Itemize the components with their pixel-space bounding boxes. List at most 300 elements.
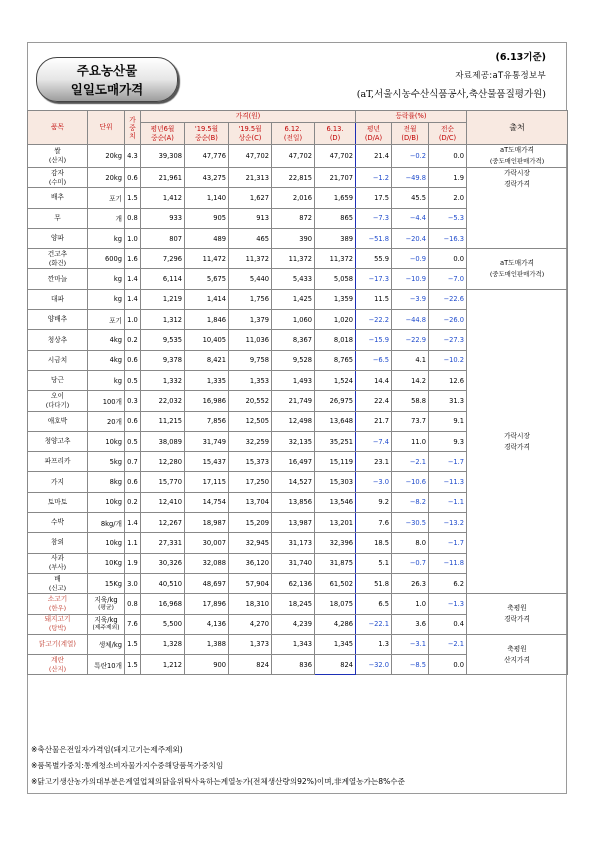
unit-cell: kg bbox=[88, 269, 125, 289]
table-row bbox=[28, 289, 568, 309]
weight-cell: 0.6 bbox=[125, 350, 141, 370]
price-today-cell: 13,201 bbox=[315, 513, 356, 533]
item-name: 토마토 bbox=[47, 497, 68, 506]
outlet-cell bbox=[467, 289, 568, 593]
weight-cell: 0.3 bbox=[125, 391, 141, 411]
weight-cell: 0.8 bbox=[125, 208, 141, 228]
price-cell: 807 bbox=[141, 228, 185, 248]
change-rate-cell: −11.8 bbox=[429, 553, 467, 573]
price-today-cell: 13,648 bbox=[315, 411, 356, 431]
weight-cell: 1.4 bbox=[125, 289, 141, 309]
item-cell bbox=[28, 614, 88, 634]
price-cell: 47,702 bbox=[272, 145, 315, 168]
price-cell: 2,016 bbox=[272, 188, 315, 208]
change-rate-cell: 0.0 bbox=[429, 145, 467, 168]
price-cell: 11,472 bbox=[185, 249, 229, 269]
unit-cell: 20kg bbox=[88, 145, 125, 168]
change-rate-cell: −10.6 bbox=[392, 472, 429, 492]
outlet-line-1: 축평원 bbox=[507, 604, 527, 613]
unit-cell: 600g bbox=[88, 249, 125, 269]
change-rate-cell: −16.3 bbox=[429, 228, 467, 248]
change-rate-cell: 58.8 bbox=[392, 391, 429, 411]
header-col-line-2: (D/A) bbox=[364, 133, 383, 142]
price-today-cell: 11,372 bbox=[315, 249, 356, 269]
header-col-line-1: 6.13. bbox=[326, 124, 344, 133]
table-row bbox=[28, 594, 568, 614]
price-cell: 32,259 bbox=[229, 431, 272, 451]
change-rate-cell: 51.8 bbox=[356, 573, 392, 593]
price-today-cell: 1,020 bbox=[315, 310, 356, 330]
change-rate-cell: −22.1 bbox=[356, 614, 392, 634]
price-cell: 9,535 bbox=[141, 330, 185, 350]
price-today-cell: 5,058 bbox=[315, 269, 356, 289]
price-cell: 14,754 bbox=[185, 492, 229, 512]
item-name: 수박 bbox=[51, 518, 64, 527]
item-subname: (수미) bbox=[48, 177, 67, 186]
change-rate-cell: −22.2 bbox=[356, 310, 392, 330]
price-cell: 390 bbox=[272, 228, 315, 248]
price-cell: 12,498 bbox=[272, 411, 315, 431]
price-today-cell: 32,396 bbox=[315, 533, 356, 553]
price-cell: 10,405 bbox=[185, 330, 229, 350]
item-cell bbox=[28, 208, 88, 228]
header-col-line-1: '19.5월 bbox=[238, 124, 262, 133]
change-rate-cell: 45.5 bbox=[392, 188, 429, 208]
change-rate-cell: 22.4 bbox=[356, 391, 392, 411]
change-rate-cell: 11.0 bbox=[392, 431, 429, 451]
footnotes bbox=[31, 742, 405, 790]
price-cell: 15,373 bbox=[229, 452, 272, 472]
price-cell: 36,120 bbox=[229, 553, 272, 573]
header-col bbox=[356, 123, 392, 145]
item-name: 깐마늘 bbox=[47, 274, 68, 283]
item-cell bbox=[28, 145, 88, 168]
weight-cell: 0.2 bbox=[125, 492, 141, 512]
price-today-cell: 1,359 bbox=[315, 289, 356, 309]
price-cell: 18,310 bbox=[229, 594, 272, 614]
weight-cell: 1.5 bbox=[125, 188, 141, 208]
price-today-cell: 26,975 bbox=[315, 391, 356, 411]
price-cell: 11,215 bbox=[141, 411, 185, 431]
price-cell: 7,296 bbox=[141, 249, 185, 269]
table-row bbox=[28, 249, 568, 269]
change-rate-cell: −49.8 bbox=[392, 168, 429, 188]
price-cell: 9,758 bbox=[229, 350, 272, 370]
weight-cell: 3.0 bbox=[125, 573, 141, 593]
price-cell: 5,433 bbox=[272, 269, 315, 289]
price-cell: 12,280 bbox=[141, 452, 185, 472]
change-rate-cell: −13.2 bbox=[429, 513, 467, 533]
header-col-line-1: 평년 bbox=[367, 124, 380, 133]
weight-cell: 0.5 bbox=[125, 431, 141, 451]
date-label: (6.13기준) bbox=[495, 52, 546, 63]
price-cell: 489 bbox=[185, 228, 229, 248]
item-name: 양파 bbox=[51, 234, 64, 243]
price-cell: 16,968 bbox=[141, 594, 185, 614]
price-cell: 48,697 bbox=[185, 573, 229, 593]
item-name: 양배추 bbox=[47, 315, 68, 324]
unit-sub: (평균) bbox=[98, 604, 114, 611]
item-cell bbox=[28, 370, 88, 390]
price-cell: 12,410 bbox=[141, 492, 185, 512]
header-unit: 단위 bbox=[88, 111, 125, 145]
item-name: 참외 bbox=[51, 538, 64, 547]
price-cell: 11,372 bbox=[272, 249, 315, 269]
weight-cell: 1.5 bbox=[125, 655, 141, 675]
change-rate-cell: −2.1 bbox=[392, 452, 429, 472]
item-cell bbox=[28, 452, 88, 472]
weight-cell: 0.5 bbox=[125, 370, 141, 390]
price-cell: 1,412 bbox=[141, 188, 185, 208]
price-cell: 38,089 bbox=[141, 431, 185, 451]
price-cell: 8,367 bbox=[272, 330, 315, 350]
item-name: 소고기 bbox=[47, 594, 68, 603]
weight-cell: 4.3 bbox=[125, 145, 141, 168]
item-cell bbox=[28, 573, 88, 593]
change-rate-cell: −26.0 bbox=[429, 310, 467, 330]
price-table bbox=[27, 110, 568, 675]
item-subname: (다다기) bbox=[45, 400, 70, 409]
item-cell bbox=[28, 553, 88, 573]
price-cell: 11,372 bbox=[229, 249, 272, 269]
unit-cell: 8kg/개 bbox=[88, 513, 125, 533]
header-col bbox=[315, 123, 356, 145]
header-rate-group: 등락률(%) bbox=[356, 111, 467, 123]
change-rate-cell: 55.9 bbox=[356, 249, 392, 269]
price-today-cell: 389 bbox=[315, 228, 356, 248]
price-cell: 1,425 bbox=[272, 289, 315, 309]
change-rate-cell: 9.3 bbox=[429, 431, 467, 451]
change-rate-cell: −17.3 bbox=[356, 269, 392, 289]
change-rate-cell: −7.4 bbox=[356, 431, 392, 451]
price-cell: 32,135 bbox=[272, 431, 315, 451]
item-cell bbox=[28, 168, 88, 188]
unit-cell: kg bbox=[88, 370, 125, 390]
change-rate-cell: 11.5 bbox=[356, 289, 392, 309]
change-rate-cell: −3.0 bbox=[356, 472, 392, 492]
change-rate-cell: 0.0 bbox=[429, 249, 467, 269]
price-cell: 1,335 bbox=[185, 370, 229, 390]
price-cell: 18,987 bbox=[185, 513, 229, 533]
item-cell bbox=[28, 492, 88, 512]
item-name: 파프리카 bbox=[44, 457, 71, 466]
outlet-line-2: (중도매인판매가격) bbox=[489, 157, 545, 165]
header-price-group: 가격(원) bbox=[141, 111, 356, 123]
unit-cell bbox=[88, 614, 125, 634]
price-cell: 13,987 bbox=[272, 513, 315, 533]
unit-cell: 5kg bbox=[88, 452, 125, 472]
weight-cell: 0.6 bbox=[125, 411, 141, 431]
weight-cell: 1.0 bbox=[125, 310, 141, 330]
outlet-cell bbox=[467, 634, 568, 675]
change-rate-cell: −3.9 bbox=[392, 289, 429, 309]
price-today-cell: 1,659 bbox=[315, 188, 356, 208]
price-cell: 31,740 bbox=[272, 553, 315, 573]
unit-cell: 특란10개 bbox=[88, 655, 125, 675]
unit-cell: 100개 bbox=[88, 391, 125, 411]
change-rate-cell: −44.8 bbox=[392, 310, 429, 330]
price-cell: 27,331 bbox=[141, 533, 185, 553]
item-subname: (산지) bbox=[48, 156, 67, 164]
price-cell: 13,856 bbox=[272, 492, 315, 512]
item-cell bbox=[28, 330, 88, 350]
price-today-cell: 31,875 bbox=[315, 553, 356, 573]
change-rate-cell: −27.3 bbox=[429, 330, 467, 350]
price-cell: 17,250 bbox=[229, 472, 272, 492]
change-rate-cell: 73.7 bbox=[392, 411, 429, 431]
price-cell: 32,945 bbox=[229, 533, 272, 553]
weight-cell: 1.6 bbox=[125, 249, 141, 269]
item-subname: (한우) bbox=[48, 603, 67, 612]
item-name: 오이 bbox=[51, 391, 64, 400]
item-subname: (신고) bbox=[48, 583, 67, 592]
price-cell: 1,328 bbox=[141, 634, 185, 654]
change-rate-cell: −0.7 bbox=[392, 553, 429, 573]
price-cell: 12,267 bbox=[141, 513, 185, 533]
change-rate-cell: 0.4 bbox=[429, 614, 467, 634]
price-cell: 18,245 bbox=[272, 594, 315, 614]
item-cell bbox=[28, 350, 88, 370]
price-cell: 836 bbox=[272, 655, 315, 675]
price-today-cell: 8,018 bbox=[315, 330, 356, 350]
weight-cell: 0.6 bbox=[125, 472, 141, 492]
price-cell: 9,528 bbox=[272, 350, 315, 370]
header-col bbox=[141, 123, 185, 145]
price-cell: 8,421 bbox=[185, 350, 229, 370]
change-rate-cell: −1.7 bbox=[429, 533, 467, 553]
unit-sub: (제주제외) bbox=[92, 625, 120, 632]
outlet-cell bbox=[467, 249, 568, 290]
item-cell bbox=[28, 411, 88, 431]
outlet-line-2: 경락가격 bbox=[504, 180, 530, 188]
item-name: 닭고기(계열) bbox=[39, 639, 76, 648]
price-cell: 12,505 bbox=[229, 411, 272, 431]
item-cell bbox=[28, 533, 88, 553]
change-rate-cell: 26.3 bbox=[392, 573, 429, 593]
price-cell: 16,986 bbox=[185, 391, 229, 411]
weight-cell: 1.4 bbox=[125, 269, 141, 289]
price-cell: 39,308 bbox=[141, 145, 185, 168]
price-today-cell: 15,119 bbox=[315, 452, 356, 472]
footnote: ※축산물은전일자가격임(돼지고기는제주제외) bbox=[31, 745, 183, 754]
unit-main: 지육/kg bbox=[94, 595, 118, 604]
change-rate-cell: −8.5 bbox=[392, 655, 429, 675]
change-rate-cell: −15.9 bbox=[356, 330, 392, 350]
outlet-line-1: 가락시장 bbox=[504, 169, 530, 177]
price-cell: 1,414 bbox=[185, 289, 229, 309]
unit-cell: 포기 bbox=[88, 310, 125, 330]
change-rate-cell: 21.7 bbox=[356, 411, 392, 431]
price-cell: 22,815 bbox=[272, 168, 315, 188]
item-subname: (화건) bbox=[48, 258, 67, 267]
header-col-line-1: '19.5월 bbox=[194, 124, 219, 133]
weight-cell: 1.5 bbox=[125, 634, 141, 654]
price-cell: 21,749 bbox=[272, 391, 315, 411]
price-cell: 62,136 bbox=[272, 573, 315, 593]
price-cell: 31,173 bbox=[272, 533, 315, 553]
title-line-1: 주요농산물 bbox=[76, 63, 138, 78]
unit-cell: 4kg bbox=[88, 330, 125, 350]
price-today-cell: 21,707 bbox=[315, 168, 356, 188]
item-cell bbox=[28, 289, 88, 309]
change-rate-cell: 2.0 bbox=[429, 188, 467, 208]
item-cell bbox=[28, 513, 88, 533]
price-cell: 9,378 bbox=[141, 350, 185, 370]
weight-cell: 1.9 bbox=[125, 553, 141, 573]
item-cell bbox=[28, 269, 88, 289]
item-name: 감자 bbox=[51, 168, 64, 177]
title-badge bbox=[36, 57, 178, 102]
change-rate-cell: −5.3 bbox=[429, 208, 467, 228]
header-col-line-2: (D) bbox=[329, 133, 341, 142]
item-name: 건고추 bbox=[47, 249, 68, 258]
item-cell bbox=[28, 472, 88, 492]
source-line-2: (aT,서울시농수산식품공사,축산물품질평가원) bbox=[356, 89, 546, 100]
footnote: ※닭고기생산농가의대부분은계열업체의닭을위탁사육하는계열농가(전체생산량의92%)이며,非계열농가는8%수준 bbox=[31, 777, 405, 786]
change-rate-cell: 1.3 bbox=[356, 634, 392, 654]
price-cell: 30,007 bbox=[185, 533, 229, 553]
price-cell: 6,114 bbox=[141, 269, 185, 289]
price-cell: 900 bbox=[185, 655, 229, 675]
weight-cell: 1.0 bbox=[125, 228, 141, 248]
item-name: 사과 bbox=[51, 554, 64, 563]
change-rate-cell: −1.1 bbox=[429, 492, 467, 512]
change-rate-cell: 14.4 bbox=[356, 370, 392, 390]
outlet-line-1: 축평원 bbox=[507, 644, 527, 653]
price-cell: 11,036 bbox=[229, 330, 272, 350]
price-cell: 47,776 bbox=[185, 145, 229, 168]
change-rate-cell: 6.2 bbox=[429, 573, 467, 593]
weight-cell: 0.8 bbox=[125, 594, 141, 614]
header-col bbox=[229, 123, 272, 145]
price-cell: 15,437 bbox=[185, 452, 229, 472]
price-cell: 1,388 bbox=[185, 634, 229, 654]
price-cell: 1,312 bbox=[141, 310, 185, 330]
item-cell bbox=[28, 431, 88, 451]
header-col-line-1: 전월 bbox=[403, 124, 417, 133]
change-rate-cell: −10.9 bbox=[392, 269, 429, 289]
change-rate-cell: −4.4 bbox=[392, 208, 429, 228]
outlet-line-2: 경락가격 bbox=[504, 442, 530, 451]
price-cell: 1,219 bbox=[141, 289, 185, 309]
item-name: 계란 bbox=[51, 655, 64, 664]
item-name: 대파 bbox=[51, 294, 64, 303]
item-subname: (탕박) bbox=[48, 624, 67, 633]
header-col bbox=[392, 123, 429, 145]
price-cell: 1,846 bbox=[185, 310, 229, 330]
outlet-line-2: 경락가격 bbox=[504, 615, 530, 624]
price-today-cell: 1,524 bbox=[315, 370, 356, 390]
price-cell: 824 bbox=[229, 655, 272, 675]
price-today-cell: 61,502 bbox=[315, 573, 356, 593]
unit-cell: 생체/kg bbox=[88, 634, 125, 654]
change-rate-cell: 14.2 bbox=[392, 370, 429, 390]
change-rate-cell: −32.0 bbox=[356, 655, 392, 675]
change-rate-cell: −30.5 bbox=[392, 513, 429, 533]
price-cell: 16,497 bbox=[272, 452, 315, 472]
outlet-cell bbox=[467, 145, 568, 168]
unit-main: 지육/kg bbox=[94, 616, 118, 625]
change-rate-cell: 8.0 bbox=[392, 533, 429, 553]
change-rate-cell: −0.9 bbox=[392, 249, 429, 269]
price-today-cell: 15,303 bbox=[315, 472, 356, 492]
weight-cell: 0.2 bbox=[125, 330, 141, 350]
price-cell: 1,343 bbox=[272, 634, 315, 654]
price-cell: 1,373 bbox=[229, 634, 272, 654]
price-cell: 1,212 bbox=[141, 655, 185, 675]
unit-cell: kg bbox=[88, 228, 125, 248]
price-cell: 913 bbox=[229, 208, 272, 228]
price-cell: 4,136 bbox=[185, 614, 229, 634]
item-name: 당근 bbox=[51, 376, 64, 385]
change-rate-cell: 17.5 bbox=[356, 188, 392, 208]
source-line-1: 자료제공:aT유통정보부 bbox=[455, 71, 546, 81]
weight-cell: 0.6 bbox=[125, 168, 141, 188]
price-cell: 1,493 bbox=[272, 370, 315, 390]
change-rate-cell: −10.2 bbox=[429, 350, 467, 370]
header-col-line-1: 전순 bbox=[441, 124, 454, 133]
change-rate-cell: −8.2 bbox=[392, 492, 429, 512]
price-cell: 17,115 bbox=[185, 472, 229, 492]
change-rate-cell: 31.3 bbox=[429, 391, 467, 411]
price-cell: 20,552 bbox=[229, 391, 272, 411]
header-col bbox=[185, 123, 229, 145]
unit-cell: 포기 bbox=[88, 188, 125, 208]
price-today-cell: 1,345 bbox=[315, 634, 356, 654]
unit-cell: 10kg bbox=[88, 492, 125, 512]
outlet-cell bbox=[467, 168, 568, 249]
change-rate-cell: 3.6 bbox=[392, 614, 429, 634]
change-rate-cell: −22.9 bbox=[392, 330, 429, 350]
price-cell: 15,209 bbox=[229, 513, 272, 533]
unit-cell: 10Kg bbox=[88, 553, 125, 573]
price-today-cell: 18,075 bbox=[315, 594, 356, 614]
price-cell: 5,500 bbox=[141, 614, 185, 634]
price-cell: 5,675 bbox=[185, 269, 229, 289]
price-cell: 1,627 bbox=[229, 188, 272, 208]
unit-cell: 4kg bbox=[88, 350, 125, 370]
item-name: 시금치 bbox=[47, 355, 68, 364]
table-row bbox=[28, 168, 568, 188]
header-weight: 가중치 bbox=[125, 111, 141, 145]
item-cell bbox=[28, 310, 88, 330]
change-rate-cell: −7.0 bbox=[429, 269, 467, 289]
item-name: 돼지고기 bbox=[44, 615, 71, 624]
change-rate-cell: −1.2 bbox=[356, 168, 392, 188]
outlet-cell bbox=[467, 594, 568, 635]
weight-cell: 0.7 bbox=[125, 452, 141, 472]
change-rate-cell: 23.1 bbox=[356, 452, 392, 472]
change-rate-cell: −11.3 bbox=[429, 472, 467, 492]
price-cell: 57,904 bbox=[229, 573, 272, 593]
price-today-cell: 8,765 bbox=[315, 350, 356, 370]
price-cell: 14,527 bbox=[272, 472, 315, 492]
unit-cell: 8kg bbox=[88, 472, 125, 492]
unit-cell: kg bbox=[88, 289, 125, 309]
item-cell bbox=[28, 655, 88, 675]
item-cell bbox=[28, 634, 88, 654]
price-cell: 30,326 bbox=[141, 553, 185, 573]
item-cell bbox=[28, 594, 88, 614]
unit-cell: 개 bbox=[88, 208, 125, 228]
item-cell bbox=[28, 228, 88, 248]
price-cell: 4,270 bbox=[229, 614, 272, 634]
price-cell: 15,770 bbox=[141, 472, 185, 492]
unit-cell: 15Kg bbox=[88, 573, 125, 593]
price-cell: 17,896 bbox=[185, 594, 229, 614]
change-rate-cell: −7.3 bbox=[356, 208, 392, 228]
header-col-line-2: 중순(B) bbox=[195, 133, 218, 142]
